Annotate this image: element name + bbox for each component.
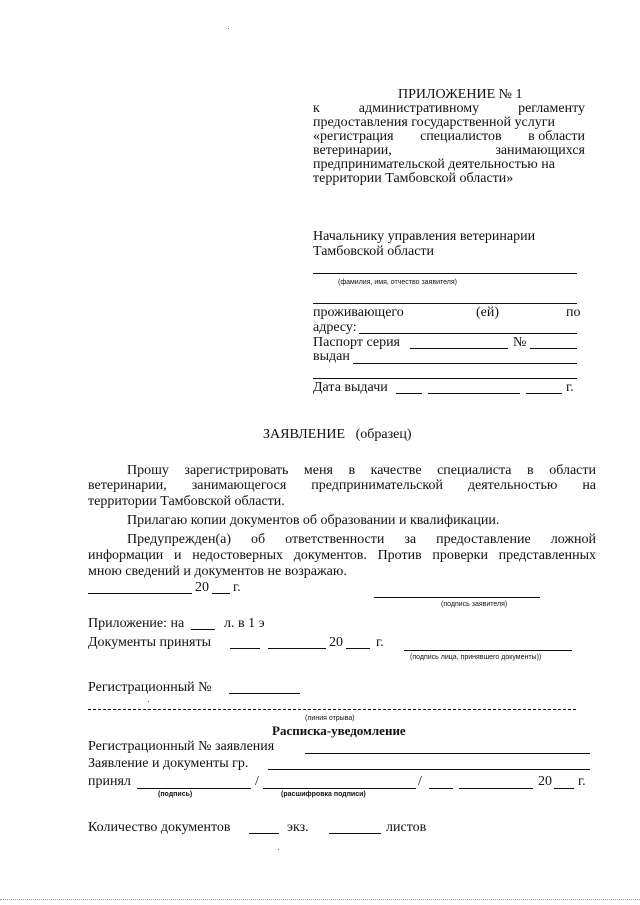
appendix-line-3 bbox=[313, 129, 585, 144]
receipt-date-suffix: г. bbox=[578, 774, 586, 789]
appendix-count-field[interactable] bbox=[191, 629, 215, 630]
docs-accepted-day-field[interactable] bbox=[230, 648, 260, 649]
word: в области bbox=[528, 129, 585, 144]
body-p3-line-1 bbox=[127, 532, 596, 547]
receipt-slash-2: / bbox=[418, 774, 422, 789]
receipt-accepted-label: принял bbox=[88, 774, 131, 789]
receipt-date-day-field[interactable] bbox=[429, 788, 453, 789]
word: области bbox=[549, 463, 597, 478]
fio-field-line[interactable] bbox=[313, 273, 577, 274]
docs-accepted-signature-field[interactable] bbox=[404, 650, 572, 651]
count-copies-label: экз. bbox=[287, 820, 309, 835]
application-date-year: 20 bbox=[195, 580, 209, 595]
issue-date-day-field[interactable] bbox=[396, 393, 422, 394]
residing-ending: (ей) bbox=[476, 305, 500, 320]
residing-label: проживающего bbox=[313, 305, 404, 320]
word: регламенту bbox=[518, 101, 586, 116]
word: об bbox=[251, 532, 266, 547]
word: занимающегося bbox=[191, 478, 287, 493]
appendix-line-4 bbox=[313, 143, 585, 158]
addressee-line-1: Начальнику управления ветеринарии bbox=[313, 229, 536, 244]
receipt-date-year-field[interactable] bbox=[554, 788, 574, 789]
fio-field-line-2[interactable] bbox=[313, 303, 577, 304]
registration-label: Регистрационный № bbox=[88, 680, 212, 695]
docs-accepted-suffix: г. bbox=[376, 635, 384, 650]
scan-edge bbox=[0, 899, 640, 900]
body-p2: Прилагаю копии документов об образовании и квалификации. bbox=[127, 513, 500, 528]
word: специалистов bbox=[420, 129, 502, 144]
passport-series-field[interactable] bbox=[410, 348, 508, 349]
scan-speck bbox=[148, 701, 149, 702]
word: на bbox=[582, 478, 597, 493]
appendix-line-5: предпринимательской деятельностью на bbox=[313, 157, 555, 172]
tear-line bbox=[88, 709, 576, 710]
receipt-decode-field[interactable] bbox=[263, 788, 416, 789]
word: за bbox=[404, 532, 417, 547]
issued-field-line[interactable] bbox=[353, 363, 577, 364]
word: и bbox=[174, 548, 182, 563]
scan-speck bbox=[278, 849, 279, 850]
passport-number-sign: № bbox=[513, 335, 527, 350]
body-p3-line-3: мною сведений и документов не возражаю. bbox=[88, 564, 347, 579]
word: предоставление bbox=[436, 532, 531, 547]
word: представленных bbox=[498, 548, 597, 563]
addressee-line-2: Тамбовской области bbox=[313, 244, 435, 259]
word: качестве bbox=[370, 463, 422, 478]
application-date-field[interactable] bbox=[88, 593, 192, 594]
scan-speck bbox=[228, 28, 229, 29]
word: к bbox=[313, 101, 320, 116]
word: информации bbox=[88, 548, 164, 563]
appendix-line-2: предоставления государственной услуги bbox=[313, 115, 555, 130]
appendix-count-label: Приложение: на bbox=[88, 616, 185, 631]
word: ложной bbox=[550, 532, 597, 547]
word: деятельностью bbox=[467, 478, 558, 493]
appendix-count-suffix: л. в 1 э bbox=[224, 616, 265, 631]
receipt-signature-field[interactable] bbox=[137, 788, 251, 789]
docs-accepted-month-field[interactable] bbox=[268, 648, 326, 649]
issued-label: выдан bbox=[313, 349, 350, 364]
word: меня bbox=[303, 463, 333, 478]
applicant-signature-caption: (подпись заявителя) bbox=[441, 601, 508, 608]
receipt-date-year: 20 bbox=[538, 774, 552, 789]
body-p1-line-1 bbox=[127, 463, 596, 478]
word: недостоверных bbox=[192, 548, 283, 563]
body-p3-line-2 bbox=[88, 548, 596, 563]
word: занимающихся bbox=[495, 143, 585, 158]
document-title: ЗАЯВЛЕНИЕ (образец) bbox=[263, 427, 412, 442]
issue-date-year-field[interactable] bbox=[526, 393, 562, 394]
word: в bbox=[348, 463, 356, 478]
residing-po: по bbox=[566, 305, 581, 320]
word: предпринимательской bbox=[311, 478, 443, 493]
count-copies-field[interactable] bbox=[249, 833, 279, 834]
word: проверки bbox=[432, 548, 488, 563]
word: специалиста bbox=[437, 463, 512, 478]
receipt-reg-label: Регистрационный № заявления bbox=[88, 739, 275, 754]
address-label: адресу: bbox=[313, 320, 357, 335]
count-label: Количество документов bbox=[88, 820, 231, 835]
issue-date-label: Дата выдачи bbox=[313, 380, 388, 395]
appendix-line-1 bbox=[313, 101, 585, 116]
word: зарегистрировать bbox=[184, 463, 289, 478]
passport-label: Паспорт серия bbox=[313, 335, 400, 350]
word: «регистрация bbox=[313, 129, 394, 144]
issue-date-year-suffix: г. bbox=[566, 380, 574, 395]
application-date-year-field[interactable] bbox=[212, 593, 230, 594]
word: документов. bbox=[293, 548, 367, 563]
word: Прошу bbox=[127, 463, 169, 478]
docs-accepted-year-field[interactable] bbox=[346, 648, 370, 649]
receipt-sign-caption: (подпись) bbox=[158, 791, 193, 798]
tear-line-caption: (линия отрыва) bbox=[305, 715, 355, 722]
count-sheets-label: листов bbox=[386, 820, 427, 835]
receipt-docs-field[interactable] bbox=[268, 769, 590, 770]
issued-field-line-2[interactable] bbox=[313, 378, 577, 379]
receipt-docs-label: Заявление и документы гр. bbox=[88, 756, 249, 771]
receipt-decode-caption: (расшифровка подписи) bbox=[281, 791, 366, 798]
issue-date-month-field[interactable] bbox=[428, 393, 520, 394]
word: административному bbox=[358, 101, 480, 116]
body-p1-line-3: территории Тамбовской области. bbox=[88, 494, 285, 509]
word: ответственности bbox=[285, 532, 385, 547]
receipt-date-month-field[interactable] bbox=[459, 788, 533, 789]
word: в bbox=[527, 463, 534, 478]
address-field-line[interactable] bbox=[359, 333, 577, 334]
word: Против bbox=[377, 548, 422, 563]
word: Предупрежден(а) bbox=[127, 532, 232, 547]
docs-accepted-year: 20 bbox=[329, 635, 343, 650]
passport-number-field[interactable] bbox=[530, 348, 577, 349]
registration-number-field[interactable] bbox=[229, 693, 300, 694]
fio-caption: (фамилия, имя, отчество заявителя) bbox=[338, 279, 457, 286]
docs-accepted-caption: (подпись лица, принявшего документы)) bbox=[410, 654, 542, 661]
body-p1-line-2 bbox=[88, 478, 596, 493]
receipt-reg-field[interactable] bbox=[305, 753, 590, 754]
word: ветеринарии, bbox=[313, 143, 392, 158]
appendix-title: ПРИЛОЖЕНИЕ № 1 bbox=[398, 87, 523, 102]
receipt-slash-1: / bbox=[255, 774, 259, 789]
count-sheets-field[interactable] bbox=[329, 833, 381, 834]
receipt-title: Расписка-уведомление bbox=[272, 723, 406, 738]
docs-accepted-label: Документы приняты bbox=[88, 635, 211, 650]
application-date-suffix: г. bbox=[233, 580, 241, 595]
word: ветеринарии, bbox=[88, 478, 167, 493]
appendix-line-6: территории Тамбовской области» bbox=[313, 171, 514, 186]
applicant-signature-field[interactable] bbox=[374, 597, 540, 598]
